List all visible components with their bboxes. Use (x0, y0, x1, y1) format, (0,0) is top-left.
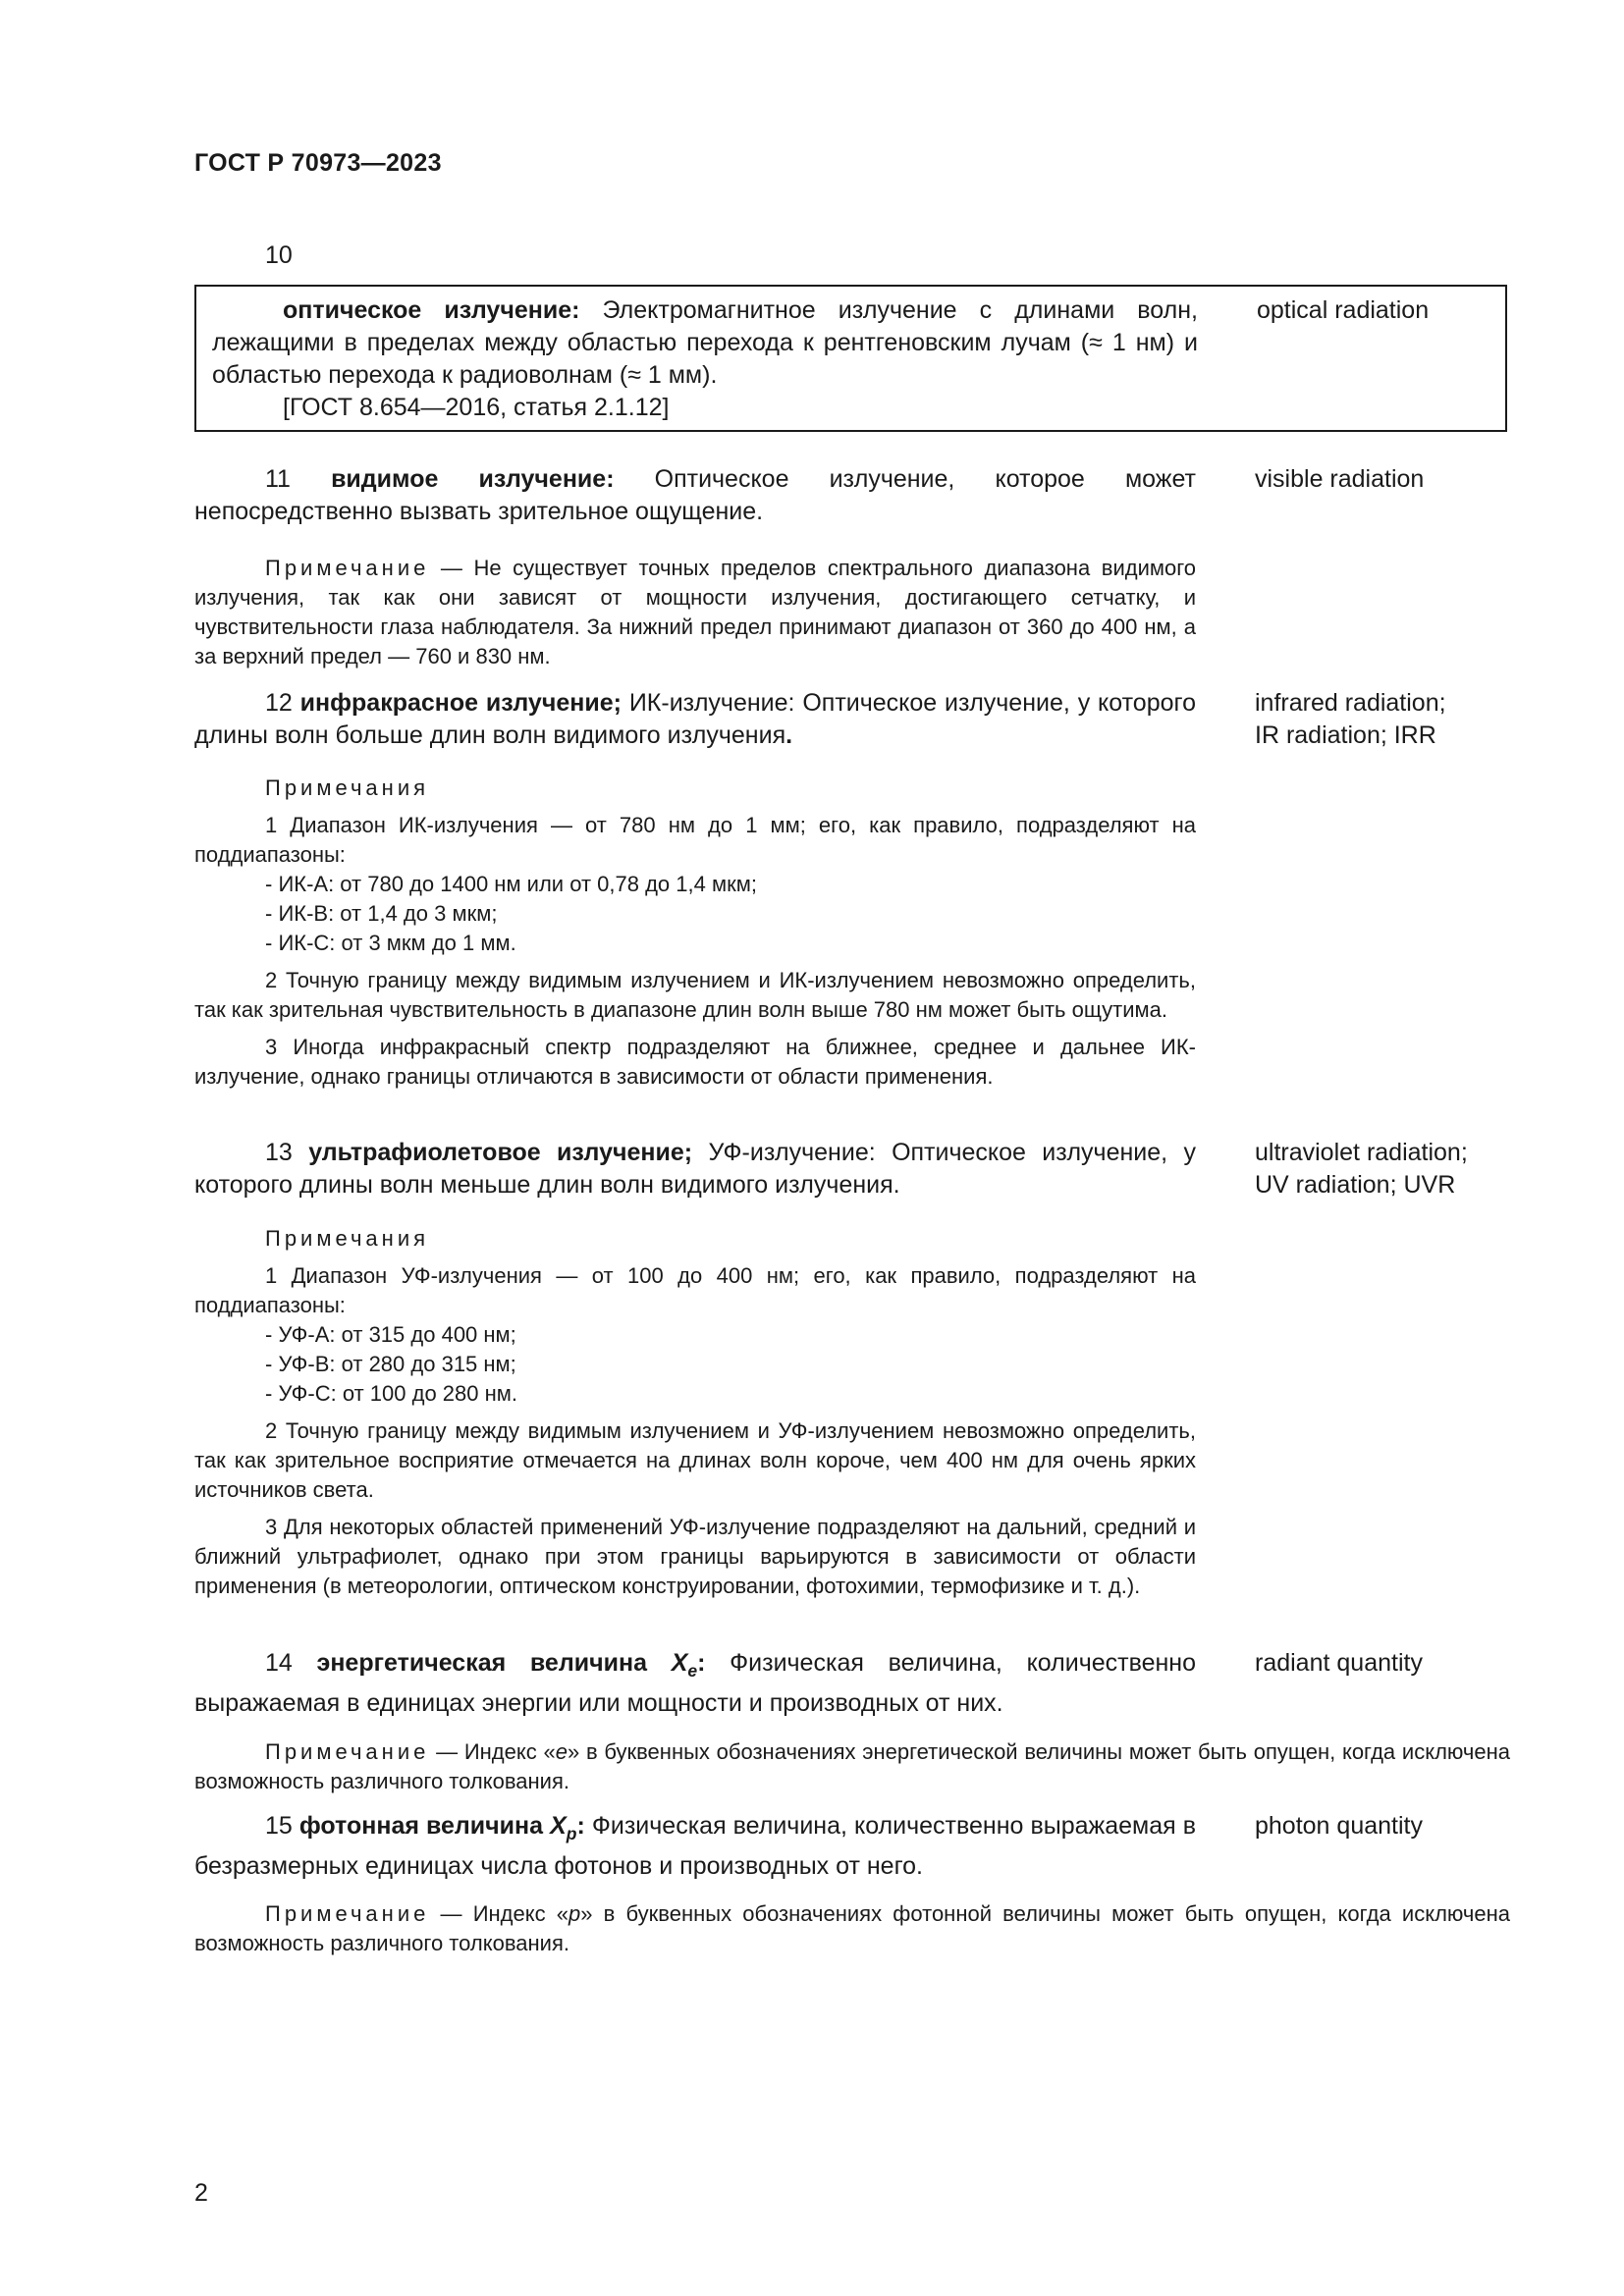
term-11-note-label: Примечание (265, 556, 430, 580)
term-12-definition-block (194, 687, 1196, 752)
term-14-note (194, 1737, 1510, 1796)
term-15-term-end: : (576, 1812, 585, 1840)
term-15-term: фотонная величина (298, 1812, 551, 1840)
term-11-note (194, 554, 1196, 671)
term-14-symbol-sub: e (687, 1661, 698, 1681)
term-12-notes-label: Примечания (265, 775, 430, 800)
term-13-note-1-list (194, 1320, 1196, 1409)
term-12-note-1: 1 Диапазон ИК-излучения — от 780 нм до 1 мм; его, как правило, подразделяют на поддиапазоны: (194, 813, 1196, 867)
term-13-english-2: UV radiation; UVR (1255, 1171, 1456, 1199)
term-14-note-index: e (555, 1739, 568, 1764)
term-14-symbol: X (671, 1649, 688, 1677)
term-13-number: 13 (265, 1139, 309, 1166)
term-15-note-label: Примечание (265, 1901, 430, 1926)
term-12-term: инфракрасное излучение; (299, 689, 622, 717)
term-12-english-1: infrared radiation; (1255, 689, 1446, 717)
term-12-english-2: IR radiation; IRR (1255, 721, 1436, 749)
term-11-english: visible radiation (1255, 465, 1425, 493)
term-15-number: 15 (265, 1812, 299, 1840)
term-15-note (194, 1899, 1510, 1958)
term-12-definition: ИК-излучение: Оптическое излучение, у которого длины волн больше длин волн видимого излучения (194, 689, 1196, 749)
term-11-number: 11 (265, 465, 332, 493)
list-item: - ИК-В: от 1,4 до 3 мкм; (265, 901, 498, 926)
term-14-note-text-post: » в буквенных обозначениях энергетической величины может быть опущен, когда исключена возможность различного толкования. (194, 1739, 1510, 1793)
term-12-note-1-list (194, 870, 1196, 958)
term-13-term: ультрафиолетовое излучение; (308, 1139, 693, 1166)
term-15-english: photon quantity (1255, 1812, 1423, 1840)
document-header: ГОСТ Р 70973—2023 (194, 149, 442, 177)
term-12-notes (194, 774, 1196, 1092)
term-10-english: optical radiation (1257, 296, 1430, 324)
term-10-reference: [ГОСТ 8.654—2016, статья 2.1.12] (283, 394, 670, 421)
list-item: - ИК-А: от 780 до 1400 нм или от 0,78 до 1,4 мкм; (265, 872, 757, 896)
term-12-definition-end: . (785, 721, 793, 749)
list-item: - УФ-А: от 315 до 400 нм; (265, 1322, 516, 1347)
term-10-number: 10 (265, 241, 293, 269)
term-15-definition: Физическая величина, количественно выражаемая в безразмерных единицах числа фотонов и производных от него. (194, 1812, 1196, 1880)
list-item: - ИК-С: от 3 мкм до 1 мм. (265, 931, 516, 955)
term-11-note-text: — Не существует точных пределов спектрального диапазона видимого излучения, так как они зависят от мощности излучения, достигающего сетчатку, и чувствительности глаза наблюдателя. За нижний предел принимают диапазон от 360 до 400 нм, а за верхний предел — 760 и 830 нм. (194, 556, 1196, 668)
term-10-box (194, 285, 1507, 432)
page-number: 2 (194, 2179, 208, 2207)
term-13-definition-block (194, 1137, 1196, 1201)
term-13-notes (194, 1224, 1196, 1601)
term-10-definition: Электромагнитное излучение с длинами волн, лежащими в пределах между областью перехода к рентгеновским лучам (≈ 1 нм) и областью перехода к радиоволнам (≈ 1 мм). (212, 296, 1198, 389)
term-15-symbol: X (550, 1812, 567, 1840)
term-15-note-text-post: » в буквенных обозначениях фотонной величины может быть опущен, когда исключена возможность различного толкования. (194, 1901, 1511, 1955)
term-14-english: radiant quantity (1255, 1649, 1423, 1677)
term-15-definition-block (194, 1810, 1196, 1883)
term-14-term-end: : (697, 1649, 706, 1677)
term-13-note-2: 2 Точную границу между видимым излучением и УФ-излучением невозможно определить, так как зрительное восприятие отмечается на длинах волн короче, чем 400 нм для очень ярких источников света. (194, 1418, 1196, 1502)
term-15-note-index: p (568, 1901, 581, 1926)
term-11-definition-block (194, 463, 1196, 528)
list-item: - УФ-С: от 100 до 280 нм. (265, 1381, 517, 1406)
term-13-english-1: ultraviolet radiation; (1255, 1139, 1468, 1166)
term-10-definition-block (212, 294, 1198, 424)
term-13-note-3: 3 Для некоторых областей применений УФ-излучение подразделяют на дальний, средний и ближний ультрафиолет, однако при этом границы варьируются в зависимости от области применения (в метеорологии, оптическом конструировании, фотохимии, термофизике и т. д.). (194, 1515, 1196, 1598)
term-13-note-1: 1 Диапазон УФ-излучения — от 100 до 400 нм; его, как правило, подразделяют на поддиапазоны: (194, 1263, 1196, 1317)
term-11-term: видимое излучение: (331, 465, 615, 493)
term-15-note-text-pre: — Индекс « (429, 1901, 569, 1926)
term-15-symbol-sub: p (566, 1824, 577, 1843)
term-12-english (1255, 687, 1510, 752)
term-14-definition-block (194, 1647, 1196, 1720)
term-14-note-label: Примечание (265, 1739, 430, 1764)
term-11-definition: Оптическое излучение, которое может непосредственно вызвать зрительное ощущение. (194, 465, 1197, 525)
term-12-number: 12 (265, 689, 300, 717)
term-12-note-2: 2 Точную границу между видимым излучением и ИК-излучением невозможно определить, так как зрительная чувствительность в диапазоне длин волн выше 780 нм может быть ощутима. (194, 968, 1196, 1022)
term-14-term: энергетическая величина (316, 1649, 672, 1677)
term-10-term: оптическое излучение: (283, 296, 580, 324)
term-13-notes-label: Примечания (265, 1226, 430, 1251)
term-14-note-text-pre: — Индекс « (429, 1739, 556, 1764)
list-item: - УФ-В: от 280 до 315 нм; (265, 1352, 516, 1376)
term-13-english (1255, 1137, 1510, 1201)
term-13-definition: УФ-излучение: Оптическое излучение, у которого длины волн меньше длин волн видимого излучения. (194, 1139, 1196, 1199)
term-14-definition: Физическая величина, количественно выражаемая в единицах энергии или мощности и производных от них. (194, 1649, 1196, 1717)
term-14-number: 14 (265, 1649, 317, 1677)
term-12-note-3: 3 Иногда инфракрасный спектр подразделяют на ближнее, среднее и дальнее ИК-излучение, однако границы отличаются в зависимости от области применения. (194, 1035, 1196, 1089)
